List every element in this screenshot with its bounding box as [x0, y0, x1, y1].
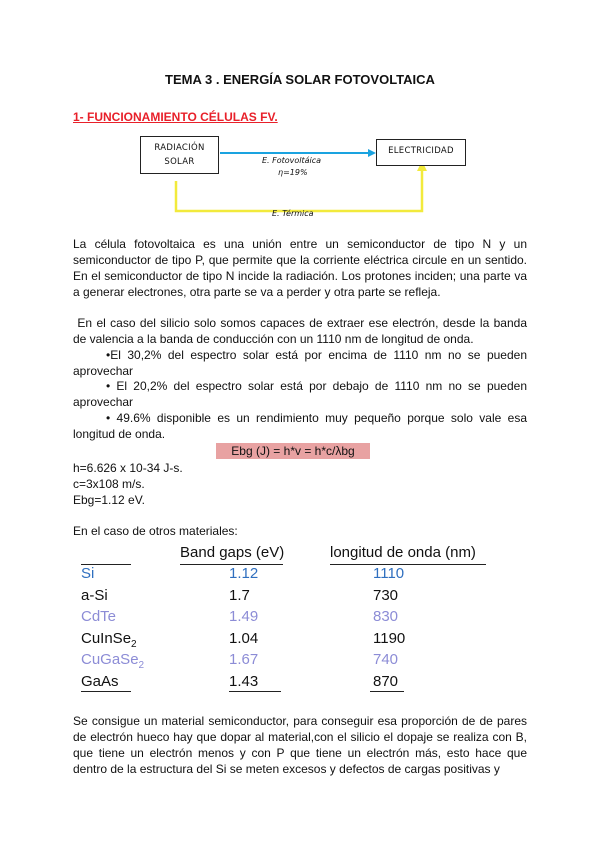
table-row-wavelength: 740 [373, 651, 399, 668]
table-row-bandgap: 1.49 [229, 608, 259, 625]
table-row-bandgap: 1.43 [229, 672, 259, 690]
solar-radiation-line1: RADIACIÓN [154, 143, 205, 153]
solar-radiation-line2: SOLAR [164, 157, 195, 167]
table-row-bandgap: 1.7 [229, 586, 250, 604]
paragraph-silicon: En el caso del silicio solo somos capaces de extraer ese electrón, desde la banda de valencia a la banda de conducción con un 1110 nm de longitud de onda. [73, 316, 531, 346]
table-row-bandgap: 1.04 [229, 629, 259, 647]
table-header-wavelength: longitud de onda (nm) [330, 544, 476, 561]
subscript: 2 [131, 638, 137, 650]
table-row-material: a-Si [81, 586, 108, 604]
table-row-bandgap: 1.67 [229, 651, 259, 668]
table-row-material: Si [81, 565, 95, 582]
table-row-wavelength: 870 [373, 672, 399, 690]
table-row-material: CuInSe$_2$ [81, 629, 137, 650]
table-row-material: CdTe [81, 608, 117, 625]
table-header-bandgap: Band gaps (eV) [180, 544, 285, 561]
constant-c: c=3x108 m/s. [73, 477, 145, 491]
section-heading: 1- FUNCIONAMIENTO CÉLULAS FV. [73, 110, 278, 124]
table-row-material: CuGaSe$_2$ [81, 651, 145, 671]
efficiency-label: η=19% [278, 168, 308, 177]
other-materials-intro: En el caso de otros materiales: [73, 524, 238, 538]
paragraph-intro: La célula fotovoltaica es una unión entre un semiconductor de tipo N y un semiconductor de tipo P, que permite que la corriente eléctrica circule en un sentido. En el semiconductor de tipo N incide la radiación. Los protones inciden; una parte va a generar electrones, otra parte se va a perder y otra parte se refleja. [73, 237, 527, 299]
electricity-box [376, 139, 466, 166]
bullet-above: •El 30,2% del espectro solar está por encima de 1110 nm no se pueden aprovechar [73, 348, 527, 378]
photovoltaic-label: E. Fotovoltáica [262, 156, 322, 165]
page-title: TEMA 3 . ENERGÍA SOLAR FOTOVOLTAICA [165, 72, 435, 87]
electricity-label: ELECTRICIDAD [388, 146, 454, 156]
constant-ebg: Ebg=1.12 eV. [73, 493, 145, 507]
table-row-wavelength: 730 [373, 586, 399, 604]
table-row-bandgap: 1.12 [229, 565, 259, 582]
table-row-material: GaAs [81, 672, 119, 690]
solar-radiation-box [140, 136, 219, 174]
table-row-wavelength: 1190 [373, 629, 406, 647]
bullet-available: • 49.6% disponible es un rendimiento muy pequeño porque solo vale esa longitud de onda. [73, 411, 527, 441]
paragraph-doping: Se consigue un material semiconductor, para conseguir esa proporción de de pares de electrón hueco hay que dopar al material,con el silicio el dopaje se realiza con B, que tiene un electrón menos y con P que tiene un electrón más, esto hace que dentro de la estructura del Si se meten excesos y defectos de cargas positivas y [73, 714, 527, 776]
table-row-wavelength: 1110 [373, 565, 405, 582]
constant-h: h=6.626 x 10-34 J-s. [73, 461, 183, 475]
bullet-below: • El 20,2% del espectro solar está por debajo de 1110 nm no se pueden aprovechar [73, 379, 527, 409]
photovoltaic-arrowhead [368, 149, 376, 157]
thermal-label: E. Térmica [272, 209, 314, 218]
bandgap-formula: Ebg (J) = h*v = h*c/λbg [216, 443, 370, 459]
subscript: 2 [138, 660, 145, 671]
table-row-wavelength: 830 [373, 608, 399, 625]
